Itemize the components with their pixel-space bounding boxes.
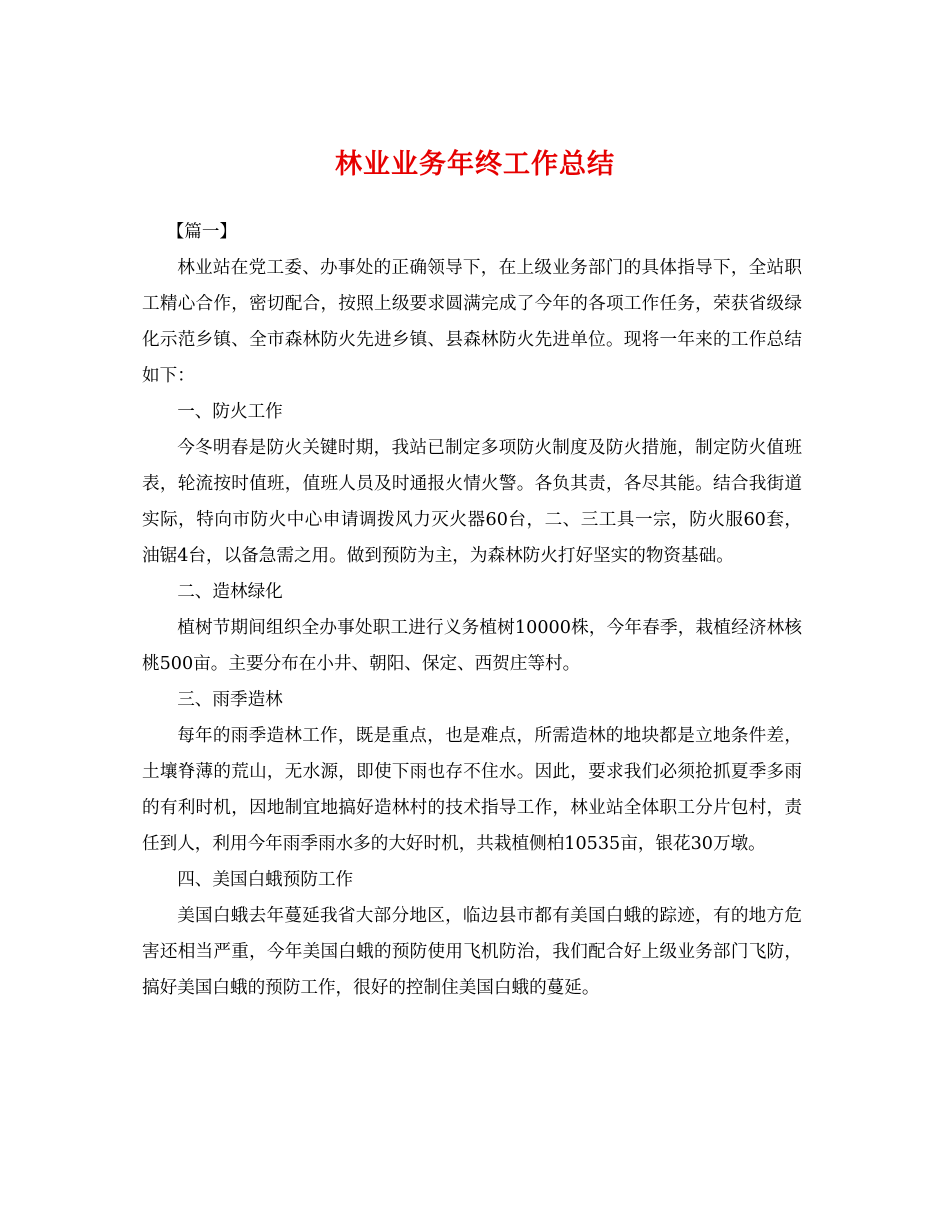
section-heading-afforestation: 二、造林绿化 [177,582,283,602]
section-heading-fire-prevention: 一、防火工作 [177,402,283,422]
document-body [142,214,802,1006]
document-title: 林业业务年终工作总结 [335,149,615,180]
section-heading-rainy-season: 三、雨季造林 [177,690,283,710]
section-text-fire-prevention: 今冬明春是防火关键时期，我站已制定多项防火制度及防火措施，制定防火值班表，轮流按时值班，值班人员及时通报火情火警。各负其责，各尽其能。结合我街道实际，特向市防火中心申请调拨风力灭火器60台，二、三工具一宗，防火服60套，油锯4台，以备急需之用。做到预防为主，为森林防火打好坚实的物资基础。 [142,438,802,566]
section-text-white-moth: 美国白蛾去年蔓延我省大部分地区，临边县市都有美国白蛾的踪迹，有的地方危害还相当严重，今年美国白蛾的预防使用飞机防治，我们配合好上级业务部门飞防，搞好美国白蛾的预防工作，很好的控制住美国白蛾的蔓延。 [142,906,802,998]
section-text-afforestation: 植树节期间组织全办事处职工进行义务植树10000株，今年春季，栽植经济林核桃500亩。主要分布在小井、朝阳、保定、西贺庄等村。 [142,618,802,674]
section-text-rainy-season: 每年的雨季造林工作，既是重点，也是难点，所需造林的地块都是立地条件差，土壤脊薄的荒山，无水源，即使下雨也存不住水。因此，要求我们必须抢抓夏季多雨的有利时机，因地制宜地搞好造林村的技术指导工作，林业站全体职工分片包村，责任到人，利用今年雨季雨水多的大好时机，共栽植侧柏10535亩，银花30万墩。 [142,726,802,854]
intro-paragraph: 林业站在党工委、办事处的正确领导下，在上级业务部门的具体指导下，全站职工精心合作，密切配合，按照上级要求圆满完成了今年的各项工作任务，荣获省级绿化示范乡镇、全市森林防火先进乡镇、县森林防火先进单位。现将一年来的工作总结如下： [142,258,802,386]
part-label: 【篇一】 [166,222,238,242]
section-heading-white-moth: 四、美国白蛾预防工作 [177,870,354,890]
